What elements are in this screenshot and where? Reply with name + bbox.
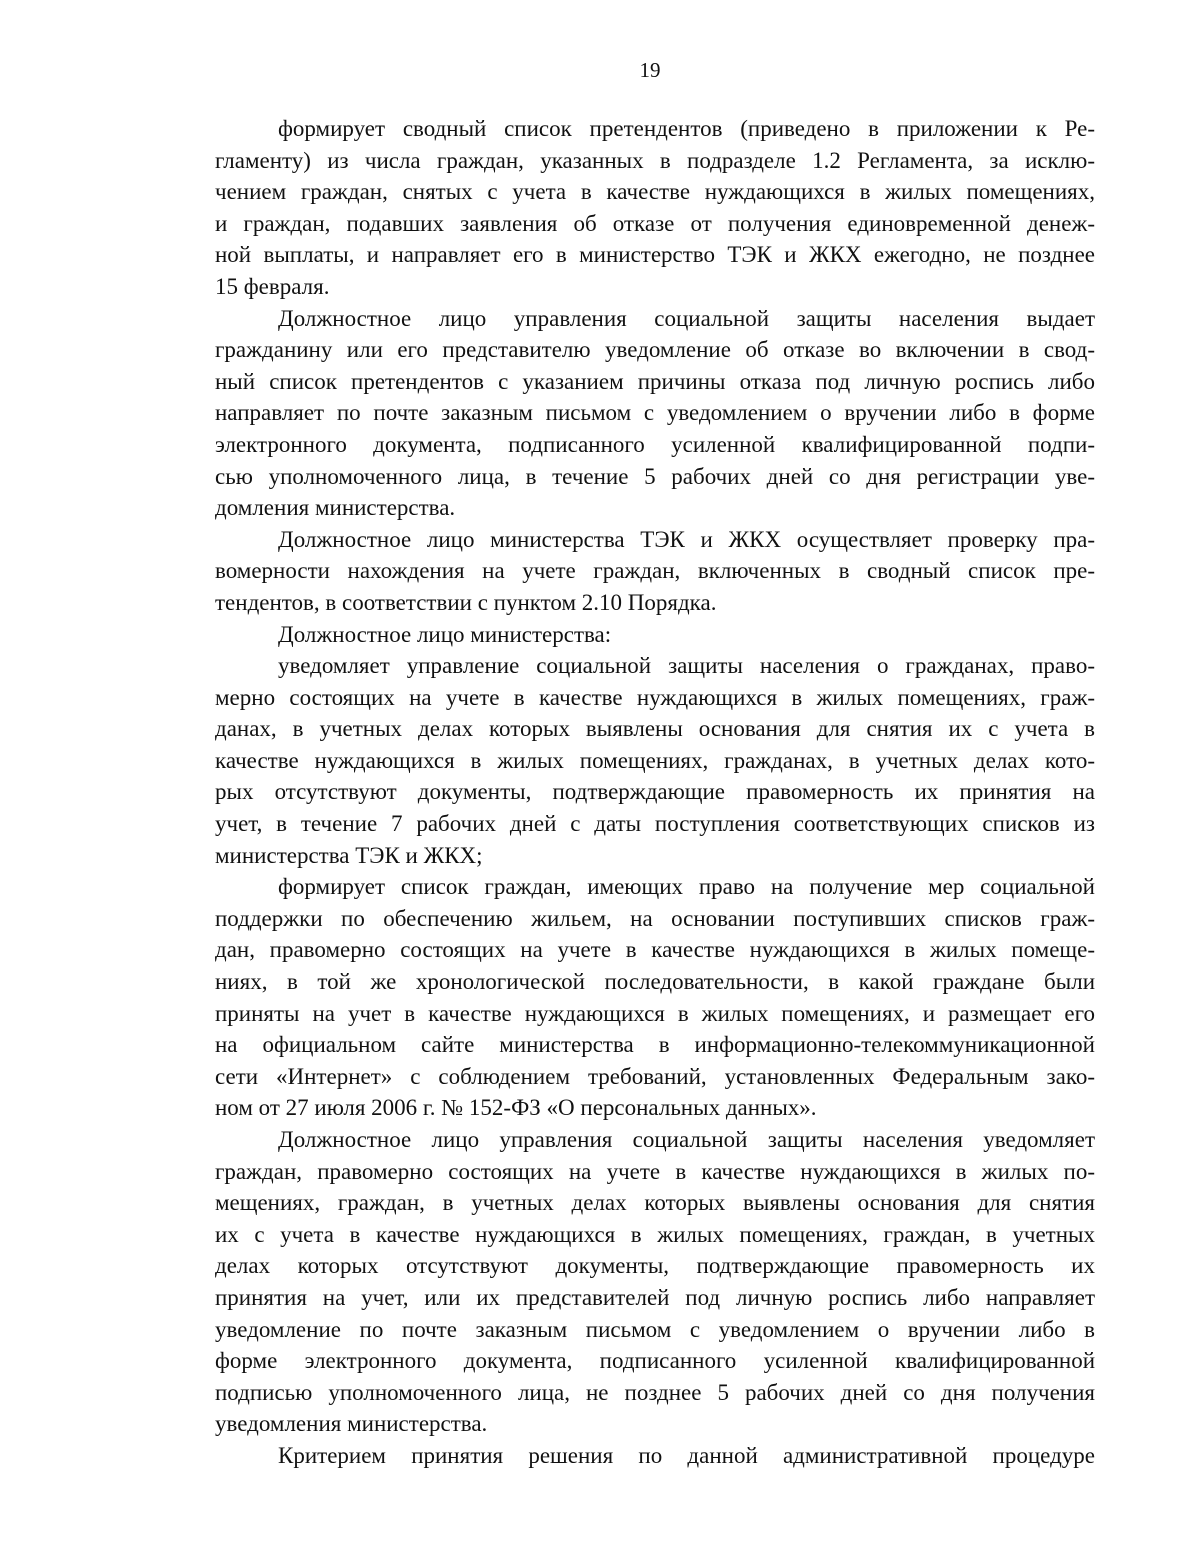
paragraph-first-line: Должностное лицо управления социальной защиты населения выдает [278, 305, 1095, 331]
text-line: данах, в учетных делах которых выявлены основания для снятия их с учета в [215, 716, 1095, 742]
text-line: 15 февраля. [215, 273, 330, 299]
paragraph-first-line: уведомляет управление социальной защиты населения о гражданах, право- [278, 653, 1095, 679]
text-line: вомерности нахождения на учете граждан, включенных в сводный список пре- [215, 558, 1095, 584]
text-line: уведомления министерства. [215, 1411, 488, 1437]
text-line: учет, в течение 7 рабочих дней с даты поступления соответствующих списков из [215, 811, 1095, 837]
paragraph-first-line: Должностное лицо управления социальной защиты населения уведомляет [278, 1127, 1095, 1152]
paragraph-first-line: Должностное лицо министерства: [278, 621, 612, 647]
text-line: и граждан, подавших заявления об отказе от получения единовременной денеж- [215, 210, 1095, 236]
text-line: ной выплаты, и направляет его в министерство ТЭК и ЖКХ ежегодно, не позднее [215, 242, 1095, 268]
text-line: их с учета в качестве нуждающихся в жилых помещениях, граждан, в учетных [215, 1221, 1095, 1247]
text-line: приняты на учет в качестве нуждающихся в жилых помещениях, и размещает его [215, 1000, 1095, 1026]
text-line: ный список претендентов с указанием причины отказа под личную роспись либо [215, 368, 1095, 394]
paragraph-first-line: формирует список граждан, имеющих право на получение мер социальной [278, 874, 1095, 900]
text-line: дан, правомерно состоящих на учете в качестве нуждающихся в жилых помеще- [215, 937, 1095, 963]
text-line: домления министерства. [215, 495, 456, 521]
text-line: мещениях, граждан, в учетных делах которых выявлены основания для снятия [215, 1190, 1095, 1216]
text-line: гражданину или его представителю уведомление об отказе во включении в свод- [215, 337, 1095, 363]
text-line: направляет по почте заказным письмом с уведомлением о вручении либо в форме [215, 400, 1095, 426]
text-line: тендентов, в соответствии с пунктом 2.10 Порядка. [215, 589, 717, 615]
text-line: сети «Интернет» с соблюдением требований, установленных Федеральным зако- [215, 1063, 1095, 1089]
text-line: гламенту) из числа граждан, указанных в подразделе 1.2 Регламента, за исклю- [215, 147, 1095, 173]
text-line: подписью уполномоченного лица, не позднее 5 рабочих дней со дня получения [215, 1379, 1095, 1405]
text-line: сью уполномоченного лица, в течение 5 рабочих дней со дня регистрации уве- [215, 463, 1095, 489]
text-line: чением граждан, снятых с учета в качестве нуждающихся в жилых помещениях, [215, 179, 1095, 205]
paragraph-first-line: Критерием принятия решения по данной административной процедуре [278, 1442, 1095, 1468]
text-line: уведомление по почте заказным письмом с уведомлением о вручении либо в [215, 1316, 1095, 1342]
text-line: ном от 27 июля 2006 г. № 152-ФЗ «О персональных данных». [215, 1095, 817, 1121]
text-line: мерно состоящих на учете в качестве нуждающихся в жилых помещениях, граж- [215, 684, 1095, 710]
text-line: поддержки по обеспечению жильем, на основании поступивших списков граж- [215, 905, 1095, 931]
document-body [215, 113, 1095, 1472]
paragraph-first-line: формирует сводный список претендентов (приведено в приложении к Ре- [278, 116, 1095, 141]
text-line: форме электронного документа, подписанного усиленной квалифицированной [215, 1348, 1095, 1374]
text-line: электронного документа, подписанного усиленной квалифицированной подпи- [215, 431, 1095, 457]
text-line: принятия на учет, или их представителей под личную роспись либо направляет [215, 1284, 1095, 1310]
text-line: министерства ТЭК и ЖКХ; [215, 842, 483, 868]
text-line: делах которых отсутствуют документы, подтверждающие правомерность их [215, 1253, 1095, 1279]
text-line: ниях, в той же хронологической последовательности, в какой граждане были [215, 969, 1095, 995]
text-line: качестве нуждающихся в жилых помещениях, гражданах, в учетных делах кото- [215, 747, 1095, 773]
text-line: на официальном сайте министерства в информационно-телекоммуникационной [215, 1032, 1095, 1058]
text-line: рых отсутствуют документы, подтверждающие правомерность их принятия на [215, 779, 1095, 805]
text-line: граждан, правомерно состоящих на учете в качестве нуждающихся в жилых по- [215, 1158, 1095, 1184]
page-number: 19 [639, 58, 661, 82]
paragraph-first-line: Должностное лицо министерства ТЭК и ЖКХ осуществляет проверку пра- [278, 526, 1095, 552]
